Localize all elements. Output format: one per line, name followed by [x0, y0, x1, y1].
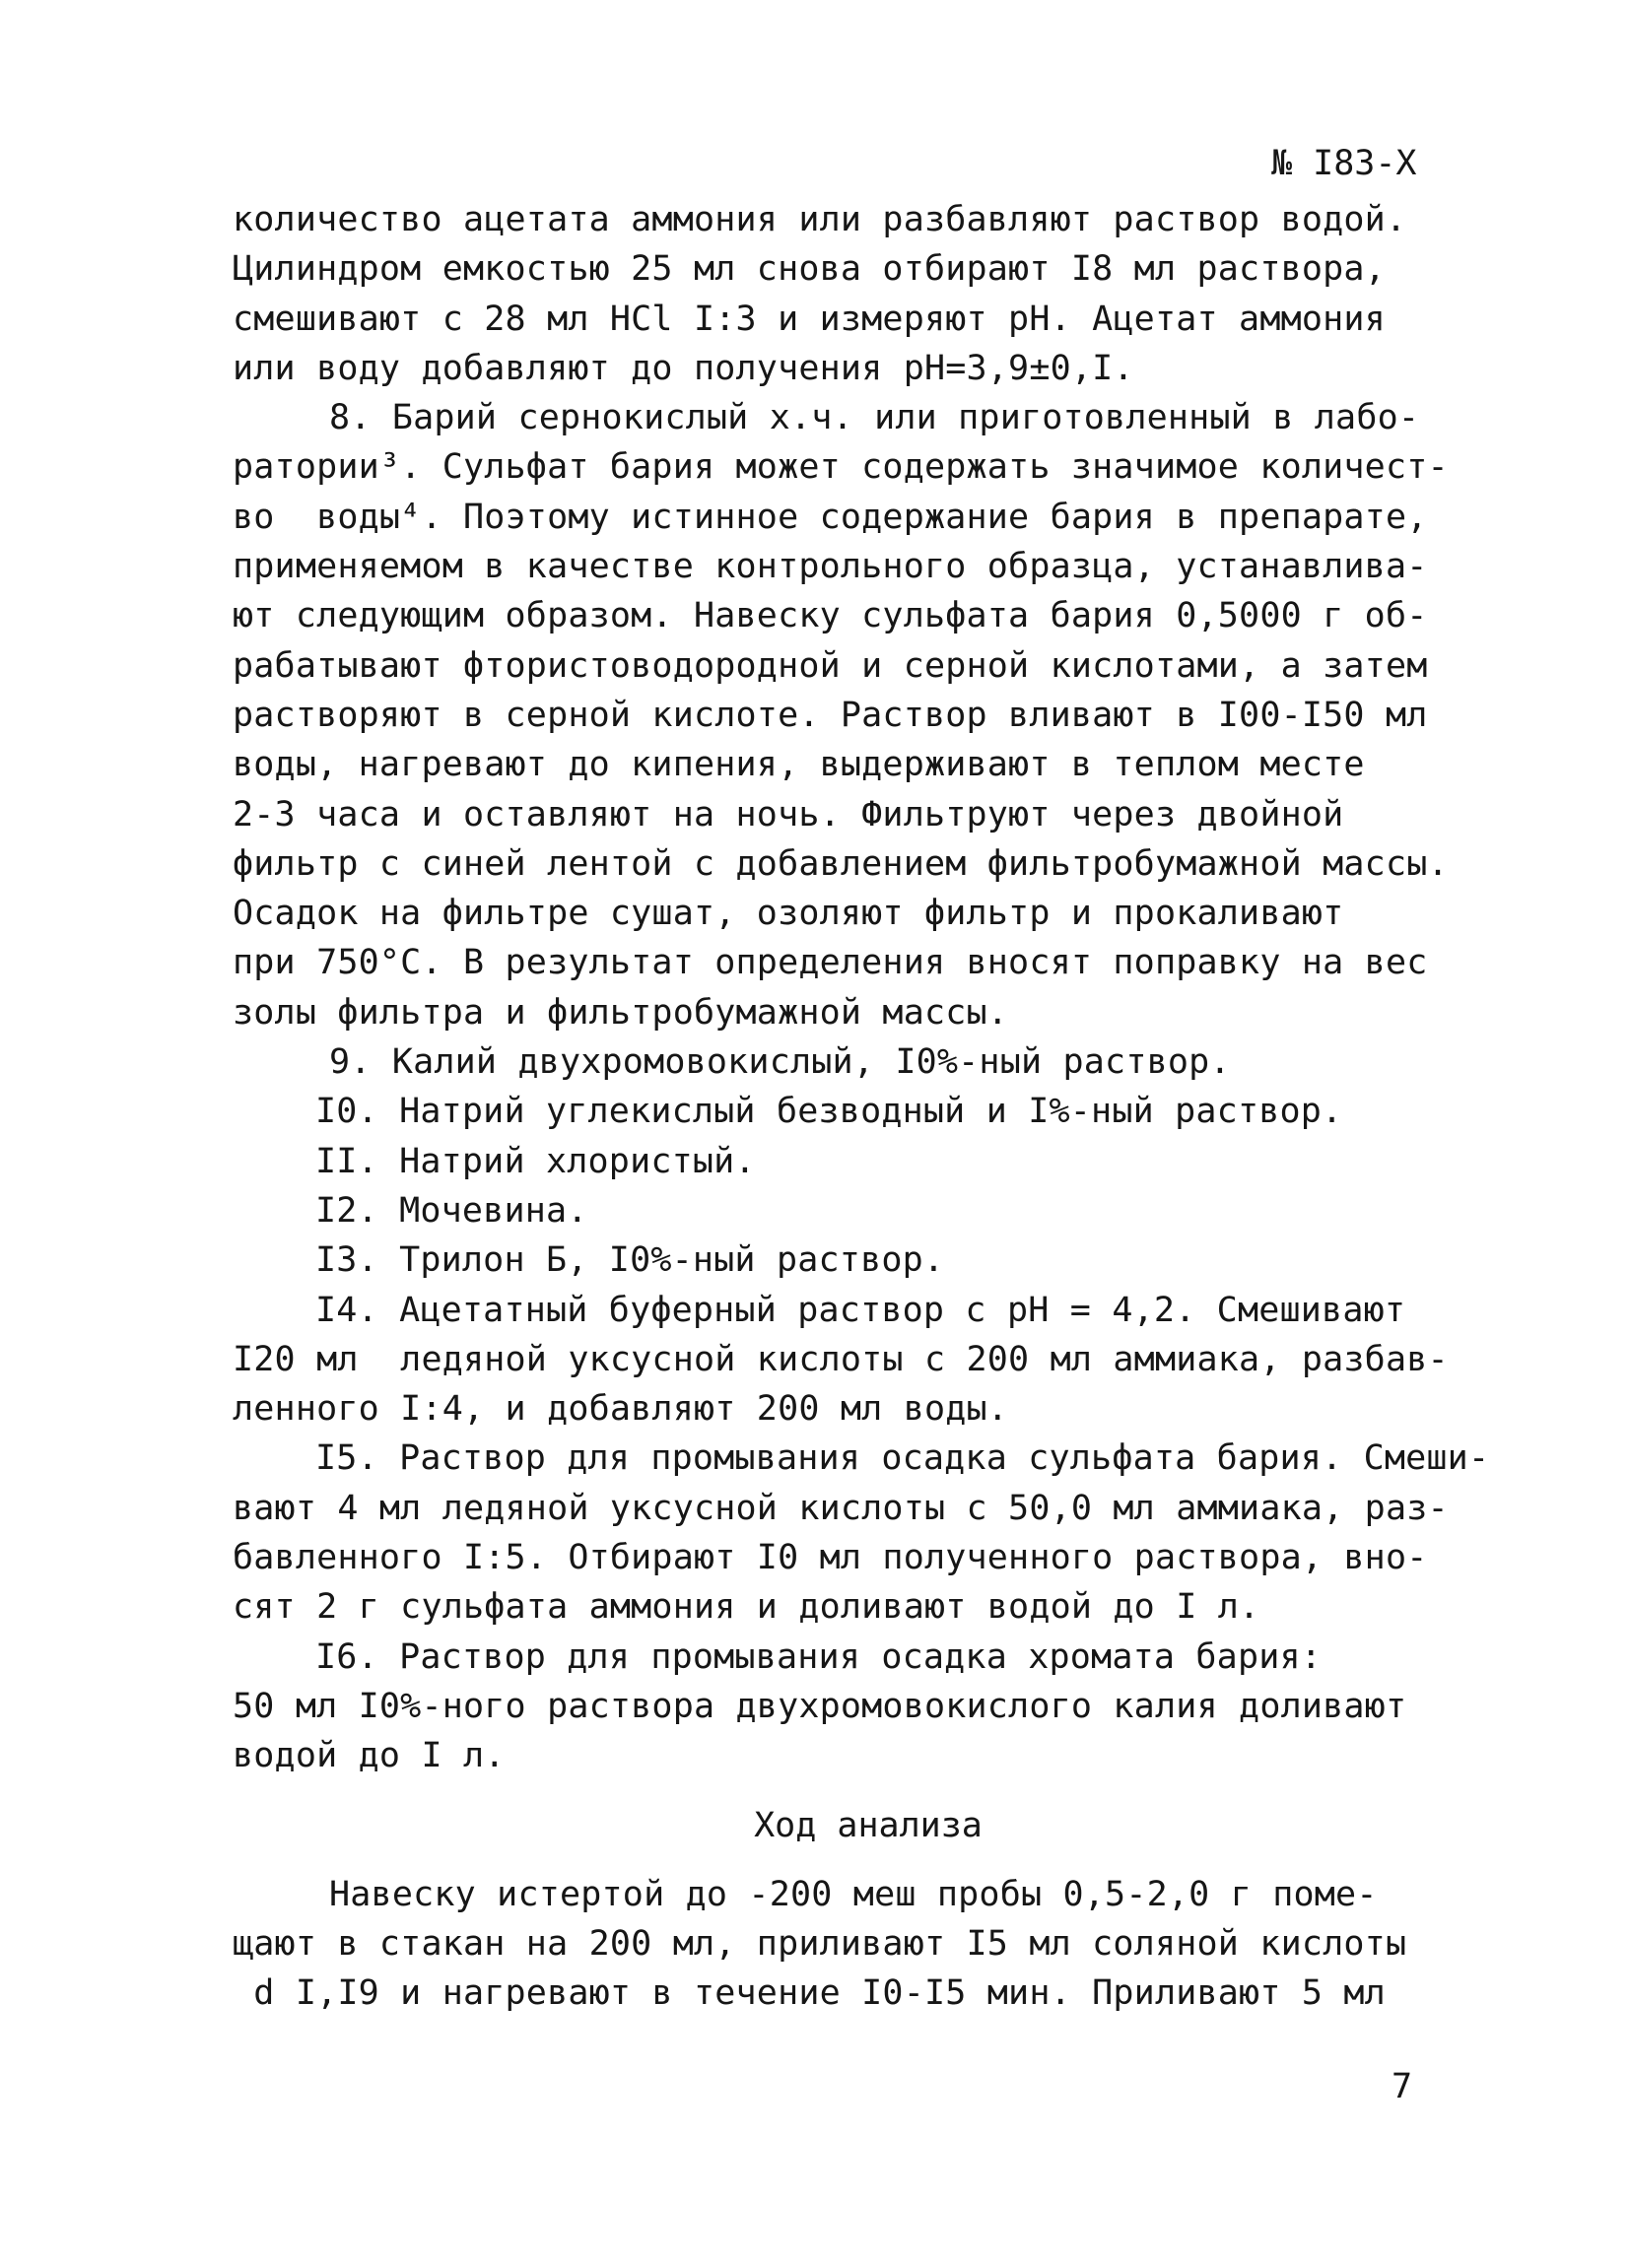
- text-line: золы фильтра и фильтробумажной массы.: [233, 992, 1009, 1033]
- text-line: ют следующим образом. Навеску сульфата бария 0,5000 г об-: [233, 596, 1428, 636]
- text-line: I6. Раствор для промывания осадка хромата бария:: [315, 1636, 1323, 1677]
- text-line: во воды⁴. Поэтому истинное содержание бария в препарате,: [233, 497, 1428, 537]
- text-line: 50 мл I0%-ного раствора двухромовокислого калия доливают: [233, 1686, 1407, 1726]
- text-line: ратории³. Сульфат бария может содержать значимое количест-: [233, 447, 1449, 488]
- text-line: применяемом в качестве контрольного образца, устанавлива-: [233, 547, 1428, 587]
- text-line: 8. Барий сернокислый х.ч. или приготовленный в лабо-: [329, 398, 1420, 438]
- text-line: сят 2 г сульфата аммония и доливают водой до I л.: [233, 1587, 1260, 1628]
- text-line: количество ацетата аммония или разбавляют раствор водой.: [233, 200, 1407, 239]
- text-line: или воду добавляют до получения pH=3,9±0,I.: [233, 348, 1134, 388]
- text-line: при 750°С. В результат определения вносят поправку на вес: [233, 943, 1428, 983]
- text-line: I3. Трилон Б, I0%-ный раствор.: [315, 1240, 945, 1281]
- text-line: вают 4 мл ледяной уксусной кислоты с 50,0 мл аммиака, раз-: [233, 1488, 1449, 1528]
- text-line: I0. Натрий углекислый безводный и I%-ный раствор.: [315, 1092, 1343, 1132]
- text-line: 9. Калий двухромовокислый, I0%-ный раствор.: [329, 1042, 1231, 1083]
- document-number: № I83-X: [1271, 144, 1417, 183]
- text-line: I5. Раствор для промывания осадка сульфата бария. Смеши-: [315, 1438, 1490, 1479]
- text-line: бавленного I:5. Отбирают I0 мл полученного раствора, вно-: [233, 1538, 1428, 1578]
- section-heading: Ход анализа: [754, 1805, 983, 1845]
- text-line: растворяют в серной кислоте. Раствор вливают в I00-I50 мл: [233, 695, 1428, 735]
- text-line: ленного I:4, и добавляют 200 мл воды.: [233, 1389, 1009, 1430]
- text-line: Осадок на фильтре сушат, озоляют фильтр и прокаливают: [233, 894, 1344, 934]
- text-line: d I,I9 и нагревают в течение I0-I5 мин. Приливают 5 мл: [233, 1973, 1386, 2014]
- text-block-before-heading: [233, 195, 1490, 1781]
- document-body: [233, 195, 1490, 2019]
- text-line: смешивают с 28 мл HCl I:3 и измеряют pH. Ацетат аммония: [233, 299, 1386, 339]
- text-line: воды, нагревают до кипения, выдерживают в теплом месте: [233, 745, 1365, 785]
- text-line: I2. Мочевина.: [315, 1190, 588, 1231]
- page-number: 7: [1392, 2067, 1413, 2106]
- text-line: фильтр с синей лентой с добавлением фильтробумажной массы.: [233, 843, 1449, 884]
- text-line: Навеску истертой до -200 меш пробы 0,5-2,0 г поме-: [329, 1874, 1378, 1914]
- text-line: рабатывают фтористоводородной и серной кислотами, а затем: [233, 645, 1428, 686]
- text-line: I20 мл ледяной уксусной кислоты с 200 мл аммиака, разбав-: [233, 1339, 1449, 1379]
- text-line: 2-3 часа и оставляют на ночь. Фильтруют через двойной: [233, 794, 1344, 834]
- text-block-after-heading: [233, 1870, 1474, 2019]
- text-line: I4. Ацетатный буферный раствор с pH = 4,2. Смешивают: [315, 1290, 1406, 1330]
- text-line: водой до I л.: [233, 1736, 506, 1776]
- text-line: II. Натрий хлористый.: [315, 1141, 756, 1181]
- text-line: Цилиндром емкостью 25 мл снова отбирают I8 мл раствора,: [233, 249, 1386, 290]
- text-line: щают в стакан на 200 мл, приливают I5 мл соляной кислоты: [233, 1924, 1407, 1965]
